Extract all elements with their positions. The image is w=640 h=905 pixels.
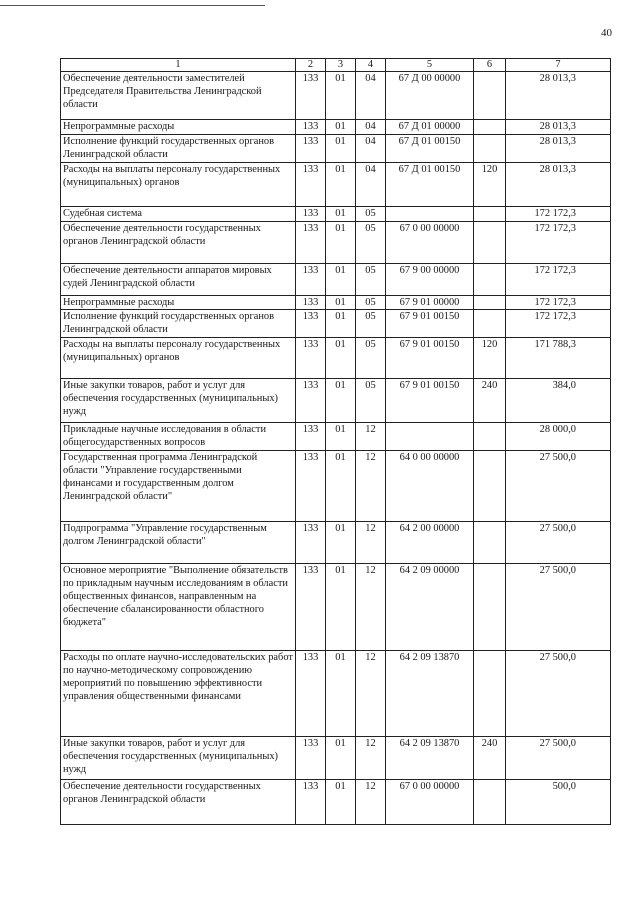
row-admin-code: 133 [296, 338, 326, 379]
row-expense-type [474, 207, 506, 222]
row-subsection: 05 [356, 338, 386, 379]
row-section: 01 [326, 72, 356, 120]
row-target-code [386, 423, 474, 451]
row-name: Обеспечение деятельности заместителей Председателя Правительства Ленинградской области [61, 72, 296, 120]
row-sum: 27 500,0 [506, 737, 611, 780]
row-sum: 500,0 [506, 780, 611, 825]
row-expense-type: 120 [474, 338, 506, 379]
page-number: 40 [601, 27, 612, 39]
table-row [61, 135, 611, 163]
table-row [61, 207, 611, 222]
row-admin-code: 133 [296, 72, 326, 120]
row-section: 01 [326, 651, 356, 737]
row-section: 01 [326, 135, 356, 163]
header-cell-2: 2 [296, 59, 326, 72]
row-subsection: 04 [356, 163, 386, 207]
row-sum: 28 000,0 [506, 423, 611, 451]
row-expense-type [474, 651, 506, 737]
table-row [61, 310, 611, 338]
row-admin-code: 133 [296, 222, 326, 264]
row-section: 01 [326, 737, 356, 780]
top-rule [0, 5, 265, 6]
row-sum: 384,0 [506, 379, 611, 423]
row-target-code: 64 2 09 13870 [386, 737, 474, 780]
row-sum: 27 500,0 [506, 564, 611, 651]
row-subsection: 05 [356, 296, 386, 310]
row-subsection: 12 [356, 451, 386, 522]
table-row [61, 780, 611, 825]
row-admin-code: 133 [296, 423, 326, 451]
row-target-code: 67 9 01 00150 [386, 379, 474, 423]
row-section: 01 [326, 379, 356, 423]
row-target-code: 67 Д 01 00150 [386, 135, 474, 163]
row-name: Непрограммные расходы [61, 296, 296, 310]
row-expense-type [474, 222, 506, 264]
row-sum: 27 500,0 [506, 651, 611, 737]
header-cell-6: 6 [474, 59, 506, 72]
row-name: Прикладные научные исследования в области общегосударственных вопросов [61, 423, 296, 451]
row-subsection: 05 [356, 379, 386, 423]
table-body [61, 72, 611, 825]
row-expense-type [474, 310, 506, 338]
row-expense-type: 120 [474, 163, 506, 207]
row-name: Судебная система [61, 207, 296, 222]
row-sum: 172 172,3 [506, 310, 611, 338]
row-admin-code: 133 [296, 135, 326, 163]
row-sum: 28 013,3 [506, 163, 611, 207]
row-target-code: 64 2 09 13870 [386, 651, 474, 737]
table-row [61, 564, 611, 651]
table-header [61, 59, 611, 72]
table-row [61, 651, 611, 737]
row-name: Основное мероприятие "Выполнение обязательств по прикладным научным исследованиям в области общественных финансов, направленным на обеспечение сбалансированности областного бюджета" [61, 564, 296, 651]
row-name: Иные закупки товаров, работ и услуг для обеспечения государственных (муниципальных) нужд [61, 379, 296, 423]
header-cell-1: 1 [61, 59, 296, 72]
row-section: 01 [326, 780, 356, 825]
row-subsection: 12 [356, 564, 386, 651]
row-target-code: 67 Д 00 00000 [386, 72, 474, 120]
row-admin-code: 133 [296, 451, 326, 522]
row-admin-code: 133 [296, 737, 326, 780]
row-admin-code: 133 [296, 651, 326, 737]
row-expense-type [474, 135, 506, 163]
row-target-code: 67 9 01 00150 [386, 310, 474, 338]
row-expense-type: 240 [474, 737, 506, 780]
row-target-code: 67 0 00 00000 [386, 222, 474, 264]
row-section: 01 [326, 207, 356, 222]
table-row [61, 423, 611, 451]
row-admin-code: 133 [296, 522, 326, 564]
row-section: 01 [326, 222, 356, 264]
row-target-code: 64 2 09 00000 [386, 564, 474, 651]
row-sum: 28 013,3 [506, 120, 611, 135]
row-admin-code: 133 [296, 264, 326, 296]
row-subsection: 04 [356, 135, 386, 163]
row-target-code: 67 0 00 00000 [386, 780, 474, 825]
row-sum: 171 788,3 [506, 338, 611, 379]
table-row [61, 264, 611, 296]
row-name: Расходы на выплаты персоналу государственных (муниципальных) органов [61, 338, 296, 379]
row-admin-code: 133 [296, 780, 326, 825]
row-sum: 27 500,0 [506, 522, 611, 564]
row-subsection: 12 [356, 651, 386, 737]
header-cell-3: 3 [326, 59, 356, 72]
row-subsection: 05 [356, 222, 386, 264]
row-subsection: 05 [356, 264, 386, 296]
row-expense-type [474, 522, 506, 564]
header-row [61, 59, 611, 72]
row-expense-type: 240 [474, 379, 506, 423]
row-name: Обеспечение деятельности государственных органов Ленинградской области [61, 780, 296, 825]
row-name: Государственная программа Ленинградской области "Управление государственными финансами и государственным долгом Ленинградской области" [61, 451, 296, 522]
row-subsection: 04 [356, 120, 386, 135]
row-sum: 27 500,0 [506, 451, 611, 522]
row-section: 01 [326, 310, 356, 338]
row-name: Расходы на выплаты персоналу государственных (муниципальных) органов [61, 163, 296, 207]
row-subsection: 12 [356, 780, 386, 825]
row-target-code: 67 9 01 00000 [386, 296, 474, 310]
row-name: Исполнение функций государственных органов Ленинградской области [61, 310, 296, 338]
row-name: Расходы по оплате научно-исследовательских работ по научно-методическому сопровождению мероприятий по повышению эффективности управления общественными финансами [61, 651, 296, 737]
row-expense-type [474, 451, 506, 522]
row-expense-type [474, 296, 506, 310]
row-sum: 172 172,3 [506, 296, 611, 310]
table-row [61, 163, 611, 207]
table-row [61, 737, 611, 780]
row-expense-type [474, 120, 506, 135]
row-section: 01 [326, 120, 356, 135]
budget-table [60, 58, 611, 825]
row-target-code: 64 0 00 00000 [386, 451, 474, 522]
row-section: 01 [326, 451, 356, 522]
row-target-code: 67 Д 01 00150 [386, 163, 474, 207]
row-subsection: 05 [356, 207, 386, 222]
row-section: 01 [326, 296, 356, 310]
header-cell-5: 5 [386, 59, 474, 72]
row-sum: 28 013,3 [506, 72, 611, 120]
row-expense-type [474, 264, 506, 296]
row-admin-code: 133 [296, 207, 326, 222]
table-row [61, 338, 611, 379]
row-expense-type [474, 780, 506, 825]
row-section: 01 [326, 163, 356, 207]
row-name: Непрограммные расходы [61, 120, 296, 135]
table-row [61, 72, 611, 120]
row-section: 01 [326, 264, 356, 296]
header-cell-4: 4 [356, 59, 386, 72]
row-sum: 28 013,3 [506, 135, 611, 163]
row-target-code: 64 2 00 00000 [386, 522, 474, 564]
row-admin-code: 133 [296, 163, 326, 207]
row-name: Обеспечение деятельности аппаратов мировых судей Ленинградской области [61, 264, 296, 296]
header-cell-7: 7 [506, 59, 611, 72]
row-target-code [386, 207, 474, 222]
row-subsection: 05 [356, 310, 386, 338]
row-admin-code: 133 [296, 296, 326, 310]
row-admin-code: 133 [296, 120, 326, 135]
table-row [61, 120, 611, 135]
table-row [61, 451, 611, 522]
row-sum: 172 172,3 [506, 207, 611, 222]
table-row [61, 379, 611, 423]
row-subsection: 12 [356, 737, 386, 780]
row-sum: 172 172,3 [506, 264, 611, 296]
row-name: Обеспечение деятельности государственных органов Ленинградской области [61, 222, 296, 264]
row-sum: 172 172,3 [506, 222, 611, 264]
row-admin-code: 133 [296, 310, 326, 338]
row-expense-type [474, 423, 506, 451]
row-admin-code: 133 [296, 379, 326, 423]
row-target-code: 67 9 01 00150 [386, 338, 474, 379]
row-subsection: 04 [356, 72, 386, 120]
row-target-code: 67 Д 01 00000 [386, 120, 474, 135]
row-section: 01 [326, 423, 356, 451]
row-name: Подпрограмма "Управление государственным долгом Ленинградской области" [61, 522, 296, 564]
table-row [61, 222, 611, 264]
row-section: 01 [326, 338, 356, 379]
row-subsection: 12 [356, 522, 386, 564]
row-section: 01 [326, 564, 356, 651]
row-section: 01 [326, 522, 356, 564]
row-subsection: 12 [356, 423, 386, 451]
row-name: Иные закупки товаров, работ и услуг для обеспечения государственных (муниципальных) нужд [61, 737, 296, 780]
row-expense-type [474, 72, 506, 120]
row-name: Исполнение функций государственных органов Ленинградской области [61, 135, 296, 163]
row-admin-code: 133 [296, 564, 326, 651]
table-row [61, 296, 611, 310]
row-expense-type [474, 564, 506, 651]
table-row [61, 522, 611, 564]
row-target-code: 67 9 00 00000 [386, 264, 474, 296]
